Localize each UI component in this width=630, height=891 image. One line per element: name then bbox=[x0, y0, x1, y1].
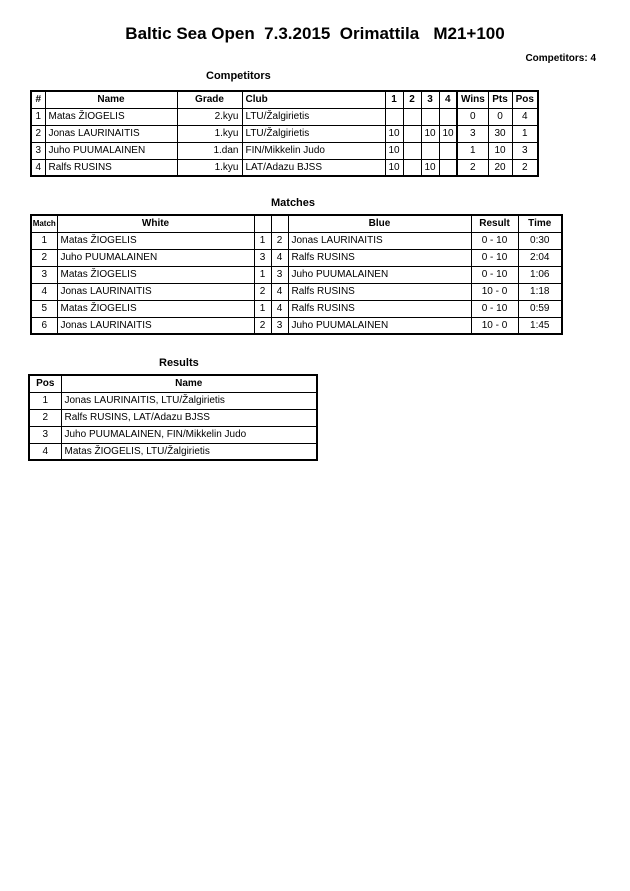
competitor-cell-7 bbox=[439, 108, 457, 125]
competitor-cell-9: 10 bbox=[488, 142, 512, 159]
column-header: Time bbox=[518, 215, 562, 232]
column-header: Club bbox=[242, 91, 385, 108]
match-cell-3: 4 bbox=[271, 300, 288, 317]
column-header: Pts bbox=[488, 91, 512, 108]
competitors-table-header bbox=[31, 91, 538, 108]
match-cell-0: 5 bbox=[31, 300, 57, 317]
competitor-cell-8: 0 bbox=[457, 108, 488, 125]
competitor-cell-3: LTU/Žalgirietis bbox=[242, 125, 385, 142]
competitor-cell-9: 20 bbox=[488, 159, 512, 176]
table-row bbox=[31, 232, 562, 249]
match-cell-1: Jonas LAURINAITIS bbox=[57, 317, 254, 334]
competitor-cell-0: 4 bbox=[31, 159, 45, 176]
result-cell-0: 2 bbox=[29, 409, 61, 426]
column-header: Blue bbox=[288, 215, 471, 232]
section-title-competitors: Competitors bbox=[206, 70, 271, 82]
header-row bbox=[31, 91, 538, 108]
result-cell-0: 1 bbox=[29, 392, 61, 409]
column-header: 1 bbox=[385, 91, 403, 108]
competitor-cell-6 bbox=[421, 108, 439, 125]
result-cell-0: 4 bbox=[29, 443, 61, 460]
competitor-cell-2: 2.kyu bbox=[177, 108, 242, 125]
column-header: Name bbox=[61, 375, 317, 392]
match-cell-4: Ralfs RUSINS bbox=[288, 283, 471, 300]
table-row bbox=[31, 125, 538, 142]
competitor-cell-8: 3 bbox=[457, 125, 488, 142]
competitor-cell-4: 10 bbox=[385, 159, 403, 176]
page-title: Baltic Sea Open 7.3.2015 Orimattila M21+100 bbox=[125, 24, 505, 43]
column-header: 3 bbox=[421, 91, 439, 108]
column-header: Pos bbox=[512, 91, 538, 108]
competitor-cell-0: 2 bbox=[31, 125, 45, 142]
column-header: Result bbox=[471, 215, 518, 232]
table-row bbox=[29, 443, 317, 460]
competitor-cell-9: 30 bbox=[488, 125, 512, 142]
match-cell-5: 0 - 10 bbox=[471, 266, 518, 283]
header-row bbox=[29, 375, 317, 392]
competitor-cell-7 bbox=[439, 159, 457, 176]
column-header bbox=[271, 215, 288, 232]
match-cell-4: Jonas LAURINAITIS bbox=[288, 232, 471, 249]
column-header: Grade bbox=[177, 91, 242, 108]
match-cell-3: 4 bbox=[271, 283, 288, 300]
section-title-matches: Matches bbox=[271, 197, 316, 209]
column-header: White bbox=[57, 215, 254, 232]
column-header: Pos bbox=[29, 375, 61, 392]
match-cell-1: Jonas LAURINAITIS bbox=[57, 283, 254, 300]
competitor-cell-5 bbox=[403, 159, 421, 176]
match-cell-0: 6 bbox=[31, 317, 57, 334]
competitor-cell-7 bbox=[439, 142, 457, 159]
competitor-cell-10: 2 bbox=[512, 159, 538, 176]
match-cell-6: 1:45 bbox=[518, 317, 562, 334]
match-cell-6: 1:18 bbox=[518, 283, 562, 300]
header-row bbox=[31, 215, 562, 232]
column-header: 4 bbox=[439, 91, 457, 108]
match-cell-1: Matas ŽIOGELIS bbox=[57, 300, 254, 317]
table-row bbox=[31, 142, 538, 159]
match-cell-0: 4 bbox=[31, 283, 57, 300]
match-cell-4: Ralfs RUSINS bbox=[288, 249, 471, 266]
match-cell-1: Juho PUUMALAINEN bbox=[57, 249, 254, 266]
column-header: Match bbox=[31, 215, 57, 232]
match-cell-2: 2 bbox=[254, 317, 271, 334]
match-cell-0: 1 bbox=[31, 232, 57, 249]
competitor-cell-4 bbox=[385, 108, 403, 125]
competitor-cell-2: 1.kyu bbox=[177, 125, 242, 142]
match-cell-1: Matas ŽIOGELIS bbox=[57, 266, 254, 283]
table-row bbox=[31, 283, 562, 300]
table-row bbox=[29, 409, 317, 426]
result-cell-1: Matas ŽIOGELIS, LTU/Žalgirietis bbox=[61, 443, 317, 460]
match-cell-5: 0 - 10 bbox=[471, 232, 518, 249]
match-cell-0: 3 bbox=[31, 266, 57, 283]
match-cell-4: Juho PUUMALAINEN bbox=[288, 317, 471, 334]
result-cell-0: 3 bbox=[29, 426, 61, 443]
results-table bbox=[28, 374, 318, 461]
match-cell-5: 10 - 0 bbox=[471, 317, 518, 334]
match-cell-5: 10 - 0 bbox=[471, 283, 518, 300]
match-cell-0: 2 bbox=[31, 249, 57, 266]
results-table-header bbox=[29, 375, 317, 392]
competitor-cell-5 bbox=[403, 142, 421, 159]
match-cell-1: Matas ŽIOGELIS bbox=[57, 232, 254, 249]
matches-table-header bbox=[31, 215, 562, 232]
competitor-cell-6 bbox=[421, 142, 439, 159]
match-cell-6: 2:04 bbox=[518, 249, 562, 266]
table-row bbox=[31, 317, 562, 334]
section-title-results: Results bbox=[159, 357, 199, 369]
match-cell-6: 1:06 bbox=[518, 266, 562, 283]
competitors-table-body bbox=[31, 108, 538, 176]
competitor-cell-10: 1 bbox=[512, 125, 538, 142]
match-cell-2: 1 bbox=[254, 266, 271, 283]
match-cell-3: 3 bbox=[271, 317, 288, 334]
competitor-cell-8: 2 bbox=[457, 159, 488, 176]
competitor-cell-1: Matas ŽIOGELIS bbox=[45, 108, 177, 125]
matches-table bbox=[30, 214, 563, 335]
match-cell-6: 0:30 bbox=[518, 232, 562, 249]
results-table-body bbox=[29, 392, 317, 460]
competitor-cell-3: LAT/Adazu BJSS bbox=[242, 159, 385, 176]
competitor-cell-5 bbox=[403, 125, 421, 142]
table-row bbox=[31, 266, 562, 283]
competitor-cell-2: 1.dan bbox=[177, 142, 242, 159]
column-header: 2 bbox=[403, 91, 421, 108]
column-header: # bbox=[31, 91, 45, 108]
table-row bbox=[29, 392, 317, 409]
match-cell-2: 2 bbox=[254, 283, 271, 300]
competitor-cell-10: 4 bbox=[512, 108, 538, 125]
competitor-cell-1: Jonas LAURINAITIS bbox=[45, 125, 177, 142]
match-cell-5: 0 - 10 bbox=[471, 300, 518, 317]
column-header: Wins bbox=[457, 91, 488, 108]
competitor-cell-2: 1.kyu bbox=[177, 159, 242, 176]
competitor-cell-1: Ralfs RUSINS bbox=[45, 159, 177, 176]
column-header bbox=[254, 215, 271, 232]
match-cell-6: 0:59 bbox=[518, 300, 562, 317]
competitor-cell-0: 1 bbox=[31, 108, 45, 125]
competitor-cell-6: 10 bbox=[421, 159, 439, 176]
competitor-cell-7: 10 bbox=[439, 125, 457, 142]
competitor-cell-5 bbox=[403, 108, 421, 125]
competitor-cell-4: 10 bbox=[385, 142, 403, 159]
result-cell-1: Juho PUUMALAINEN, FIN/Mikkelin Judo bbox=[61, 426, 317, 443]
competitor-cell-8: 1 bbox=[457, 142, 488, 159]
competitors-count: Competitors: 4 bbox=[525, 53, 596, 64]
competitors-table bbox=[30, 90, 539, 177]
table-row bbox=[31, 249, 562, 266]
match-cell-5: 0 - 10 bbox=[471, 249, 518, 266]
match-cell-2: 1 bbox=[254, 300, 271, 317]
match-cell-3: 4 bbox=[271, 249, 288, 266]
table-row bbox=[29, 426, 317, 443]
match-cell-2: 3 bbox=[254, 249, 271, 266]
table-row bbox=[31, 108, 538, 125]
competitor-cell-3: LTU/Žalgirietis bbox=[242, 108, 385, 125]
match-cell-3: 3 bbox=[271, 266, 288, 283]
match-cell-2: 1 bbox=[254, 232, 271, 249]
competitor-cell-10: 3 bbox=[512, 142, 538, 159]
competitor-cell-1: Juho PUUMALAINEN bbox=[45, 142, 177, 159]
match-cell-3: 2 bbox=[271, 232, 288, 249]
competitor-cell-6: 10 bbox=[421, 125, 439, 142]
match-cell-4: Ralfs RUSINS bbox=[288, 300, 471, 317]
result-cell-1: Ralfs RUSINS, LAT/Adazu BJSS bbox=[61, 409, 317, 426]
table-row bbox=[31, 159, 538, 176]
competitor-cell-4: 10 bbox=[385, 125, 403, 142]
table-row bbox=[31, 300, 562, 317]
column-header: Name bbox=[45, 91, 177, 108]
competitor-cell-9: 0 bbox=[488, 108, 512, 125]
competitor-cell-0: 3 bbox=[31, 142, 45, 159]
result-cell-1: Jonas LAURINAITIS, LTU/Žalgirietis bbox=[61, 392, 317, 409]
match-cell-4: Juho PUUMALAINEN bbox=[288, 266, 471, 283]
competitor-cell-3: FIN/Mikkelin Judo bbox=[242, 142, 385, 159]
matches-table-body bbox=[31, 232, 562, 334]
